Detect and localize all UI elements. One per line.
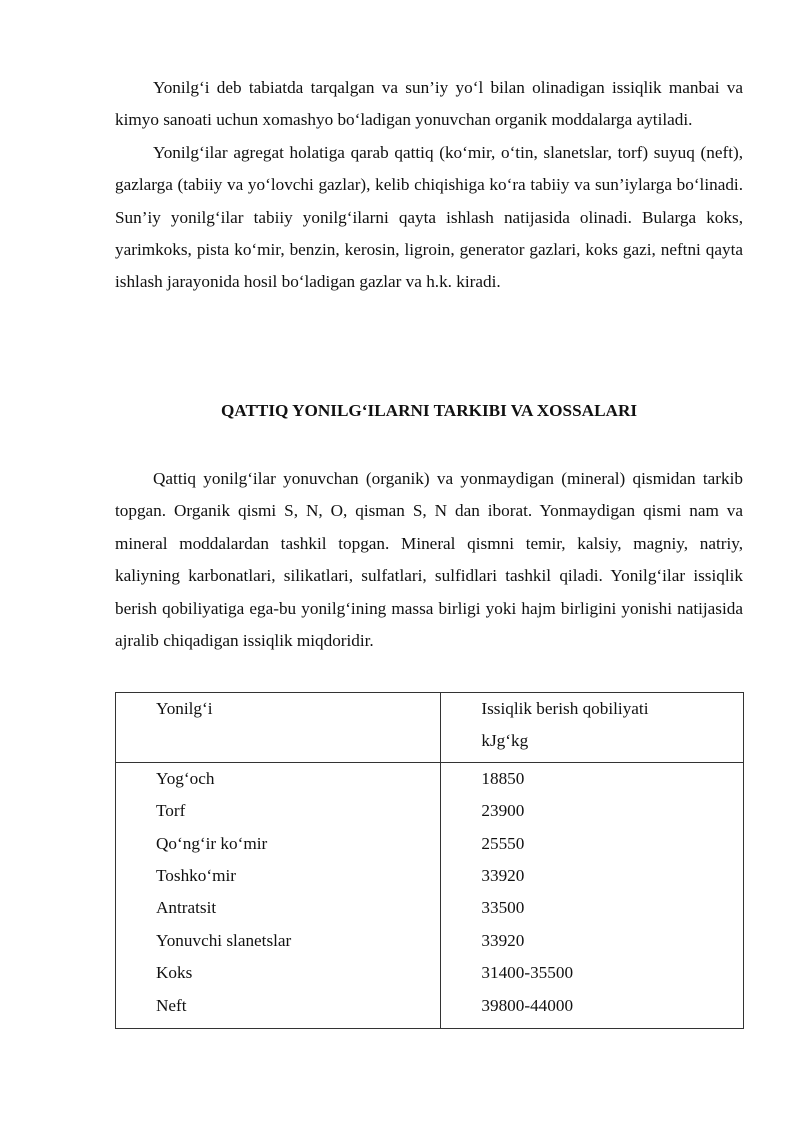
fuel-name: Qo‘ng‘ir ko‘mir	[156, 833, 268, 853]
fuel-name: Koks	[156, 963, 193, 983]
heat-value: 33920	[481, 930, 525, 950]
header-heat-label: Issiqlik berish qobiliyati	[481, 699, 649, 718]
fuel-name: Yonuvchi slanetslar	[156, 930, 292, 950]
section-text	[115, 463, 743, 657]
fuel-heat-table	[115, 692, 744, 1029]
intro-text	[115, 72, 743, 299]
heat-value: 23900	[481, 801, 525, 821]
table-header-row	[116, 693, 744, 763]
heat-value: 33500	[481, 898, 525, 918]
header-cell-heat	[441, 693, 744, 763]
fuel-name: Toshko‘mir	[156, 865, 236, 885]
heat-value: 39800-44000	[481, 995, 574, 1015]
fuel-name: Antratsit	[156, 898, 217, 918]
section-heading: QATTIQ YONILG‘ILARNI TARKIBI VA XOSSALARI	[220, 401, 638, 420]
heat-value: 18850	[481, 768, 525, 788]
section-paragraph: Qattiq yonilg‘ilar yonuvchan (organik) va yonmaydigan (mineral) qismidan tarkib topgan. Organik qismi S, N, O, qisman S, N dan iborat. Yonmaydigan qismi nam va mineral moddalardan tashkil topgan. Mineral qismni temir, kalsiy, magniy, natriy, kaliyning karbonatlari, silikatlari, sulfatlari, sulfidlari tashkil qiladi. Yonilg‘ilar issiqlik berish qobiliyatiga ega-bu yonilg‘ining massa birligi yoki hajm birligini yonishi natijasida ajralib chiqadigan issiqlik miqdoridir.	[115, 469, 743, 651]
intro-paragraph-2: Yonilg‘ilar agregat holatiga qarab qattiq (ko‘mir, o‘tin, slanetslar, torf) suyuq (neft), gazlarga (tabiiy va yo‘lovchi gazlar), kelib chiqishiga ko‘ra tabiiy va sun’iylarga bo‘linadi. Sun’iy yonilg‘ilar tabiiy yonilg‘ilarni qayta ishlash natijasida olinadi. Bularga koks, yarimkoks, pista ko‘mir, benzin, kerosin, ligroin, generator gazlari, koks gazi, neftni qayta ishlash jarayonida hosil bo‘ladigan gazlar va h.k. kiradi.	[115, 142, 743, 292]
fuel-name: Torf	[156, 801, 186, 821]
fuel-names-cell	[116, 762, 441, 1028]
heat-value: 33920	[481, 865, 525, 885]
table-body-row	[116, 762, 744, 1028]
heat-values-cell	[441, 762, 744, 1028]
header-cell-fuel	[116, 693, 441, 763]
intro-paragraph-1: Yonilg‘i deb tabiatda tarqalgan va sun’iy yo‘l bilan olinadigan issiqlik manbai va kimyo sanoati uchun xomashyo bo‘ladigan yonuvchan organik moddalarga aytiladi.	[115, 78, 743, 130]
heat-value: 25550	[481, 833, 525, 853]
fuel-name: Neft	[156, 995, 187, 1015]
fuel-name: Yog‘och	[156, 768, 215, 788]
header-fuel-label: Yonilg‘i	[156, 699, 213, 718]
heat-value: 31400-35500	[481, 963, 574, 983]
header-heat-unit: kJg‘kg	[481, 731, 529, 751]
